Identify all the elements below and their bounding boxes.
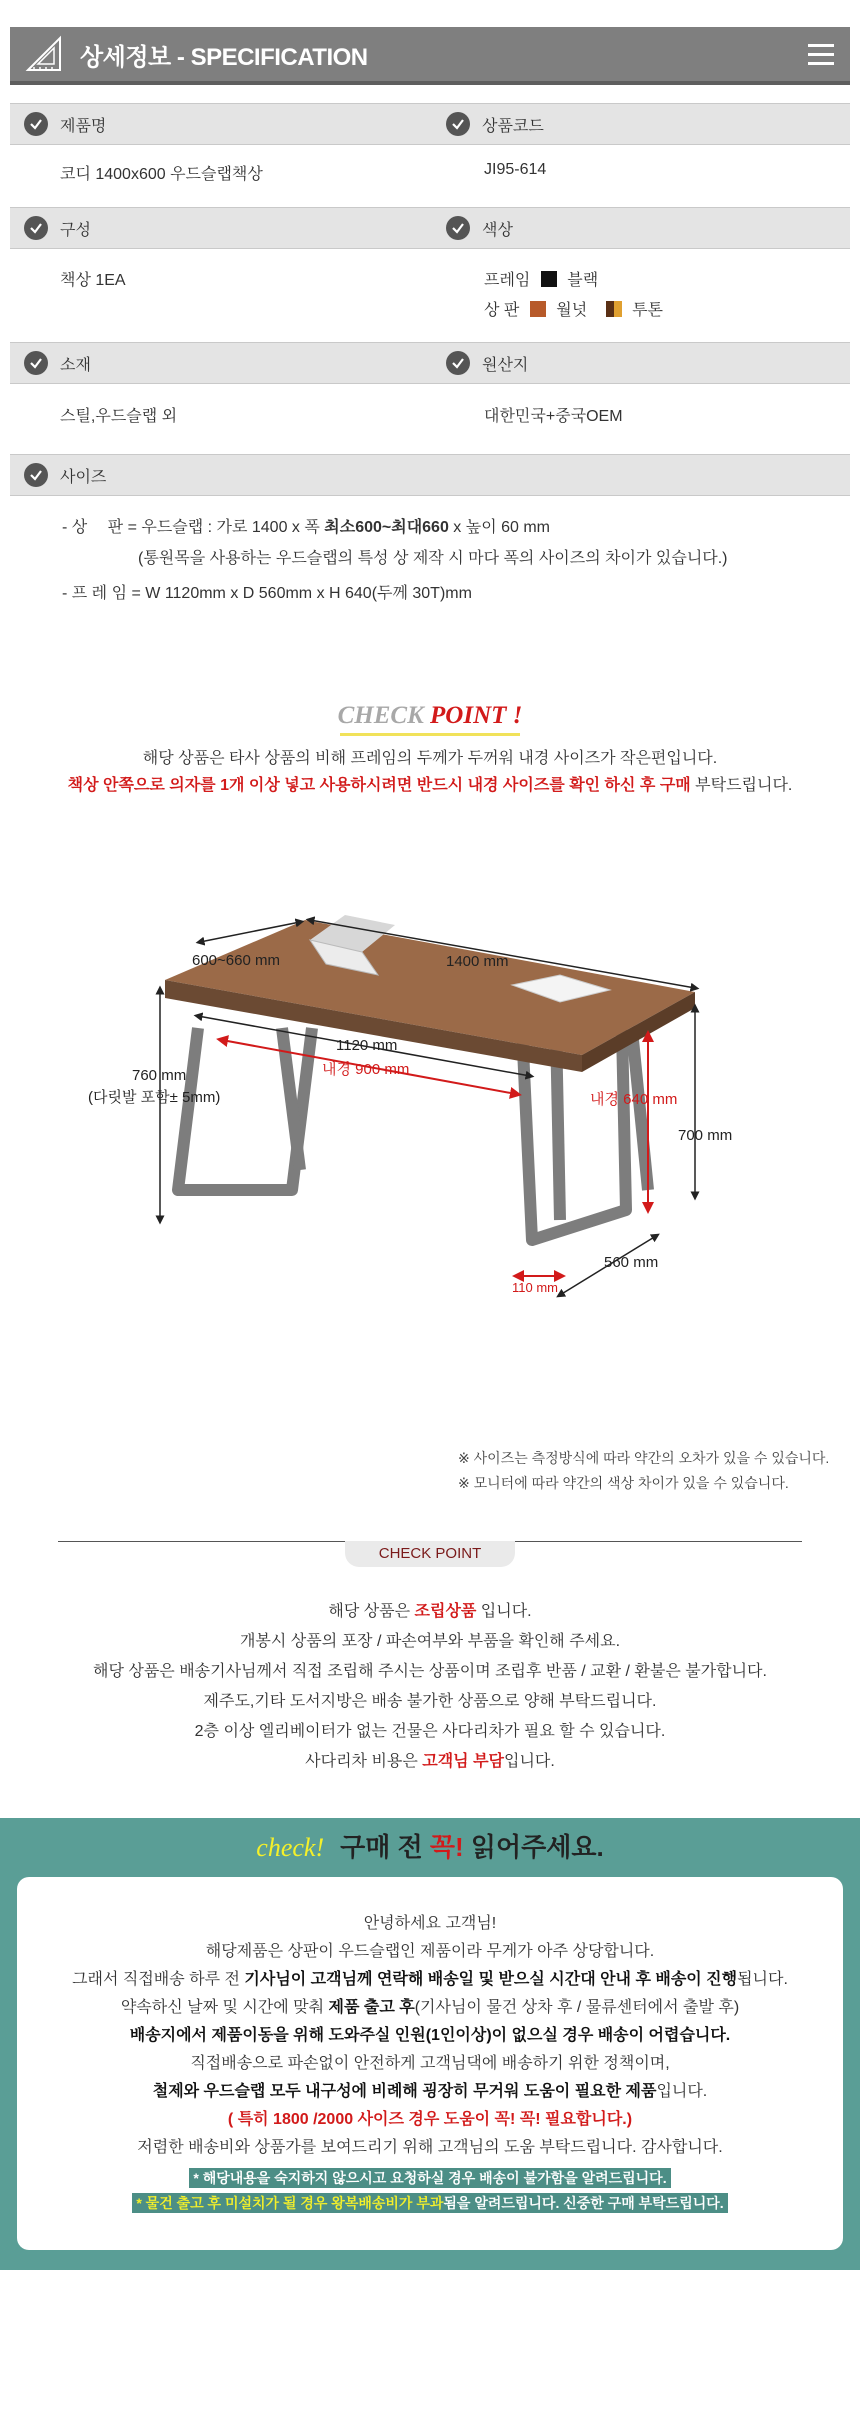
notice-l4-pre: 약속하신 날짜 및 시간에 맞춰 xyxy=(120,1999,329,2016)
notice-highlight1 xyxy=(0,2168,860,2188)
dim-leg-height: 700 mm xyxy=(678,1127,733,1144)
spec-row-composition xyxy=(10,207,850,249)
notice-line7 xyxy=(0,2078,860,2101)
dim-inner-width: 내경 900 mm xyxy=(322,1061,410,1078)
check-circle-icon xyxy=(446,216,470,240)
notice-title-red: 꼭! xyxy=(429,1832,464,1862)
check-circle-icon xyxy=(446,351,470,375)
assembly-line6 xyxy=(0,1748,860,1771)
spec-label-material xyxy=(24,343,91,383)
notice-h2-white: 됨을 알려드립니다. 신중한 구매 부탁드립니다. xyxy=(443,2195,724,2211)
spec-label-size xyxy=(24,455,106,495)
notice-line2: 해당제품은 상판이 우드슬랩인 제품이라 무게가 아주 상당합니다. xyxy=(205,1943,655,1960)
product-name-value: 코디 1400x600 우드슬랩책상 xyxy=(60,166,263,183)
notice-title xyxy=(0,1827,860,1864)
check-point-post: 부탁드립니다. xyxy=(690,777,793,794)
ladder-post: 입니다. xyxy=(504,1753,555,1770)
dim-frame-width: 1120 mm xyxy=(336,1037,398,1054)
frame-color-name: 블랙 xyxy=(567,272,599,289)
dim-depth: 600~660 mm xyxy=(192,952,280,969)
material-value: 스틸,우드슬랩 외 xyxy=(60,408,178,425)
product-code-value: JI95-614 xyxy=(484,161,547,178)
spec-label-name xyxy=(24,104,106,144)
assembly-line5: 2층 이상 엘리베이터가 없는 건물은 사다리차가 필요 할 수 있습니다. xyxy=(194,1723,666,1740)
notice-line9: 저렴한 배송비와 상품가를 보여드리기 위해 고객님의 도움 부탁드립니다. 감사합니다. xyxy=(137,2139,723,2156)
size-frame-line: - 프 레 임 = W 1120mm x D 560mm x H 640(두께 30T)mm xyxy=(62,585,472,602)
size-note: ※ 사이즈는 측정방식에 따라 약간의 오차가 있을 수 있습니다. xyxy=(458,1450,830,1466)
check-circle-icon xyxy=(24,216,48,240)
notice-h1-text: * 해당내용을 숙지하지 않으시고 요청하실 경우 배송이 불가함을 알려드립니다. xyxy=(189,2168,670,2188)
label-text: 상품코드 xyxy=(482,117,544,135)
spec-row-size xyxy=(10,454,850,496)
spec-header xyxy=(10,27,850,85)
notice-highlight2 xyxy=(0,2193,860,2213)
check-circle-icon xyxy=(24,112,48,136)
twotone-color-name: 투톤 xyxy=(632,302,664,319)
assembly-red: 조립상품 xyxy=(414,1603,477,1620)
size-note-line: (통원목을 사용하는 우드슬랩의 특성 상 제작 시 마다 폭의 사이즈의 차이가 있습니다.) xyxy=(138,550,728,567)
page-title: 상세정보 - SPECIFICATION xyxy=(80,43,368,71)
notice-l3-post: 됩니다. xyxy=(737,1971,788,1988)
desk-top xyxy=(165,920,695,1072)
notice-line5: 배송지에서 제품이동을 위해 도와주실 인원(1인이상)이 없으실 경우 배송이 어렵습니다. xyxy=(129,2027,731,2044)
size-top-bold: 최소600~최대660 xyxy=(324,519,449,536)
notice-l7-post: 입니다. xyxy=(656,2083,708,2100)
top-color-row xyxy=(484,297,663,320)
notice-line6: 직접배송으로 파손없이 안전하게 고객님댁에 배송하기 위한 정책이며, xyxy=(190,2055,670,2072)
label-text: 사이즈 xyxy=(60,468,107,486)
check-circle-icon xyxy=(24,351,48,375)
origin-value: 대한민국+중국OEM xyxy=(484,408,623,425)
spec-label-color xyxy=(446,208,513,248)
notice-title-b: 읽어주세요. xyxy=(463,1832,604,1862)
dim-height: 760 mm xyxy=(132,1067,187,1084)
notice-title-a: 구매 전 xyxy=(340,1832,430,1862)
assembly-pre: 해당 상품은 xyxy=(328,1603,415,1620)
ladder-red: 고객님 부담 xyxy=(422,1753,504,1770)
notice-h2-box xyxy=(132,2193,727,2213)
dim-width: 1400 mm xyxy=(446,953,509,970)
top-label: 상 판 xyxy=(484,302,520,319)
dim-inner-height: 내경 640 mm xyxy=(590,1091,678,1108)
notice-h2-yellow: * 물건 출고 후 미설치가 될 경우 왕복배송비가 부과 xyxy=(136,2195,444,2211)
ladder-pre: 사다리차 비용은 xyxy=(305,1753,423,1770)
notice-l7-bold: 철제와 우드슬랩 모두 내구성에 비례해 굉장히 무거워 도움이 필요한 제품 xyxy=(152,2083,657,2100)
size-top-line xyxy=(62,514,550,537)
frame-label: 프레임 xyxy=(484,272,531,289)
notice-line8: ( 특히 1800 /2000 사이즈 경우 도움이 꼭! 꼭! 필요합니다.) xyxy=(227,2111,633,2128)
label-text: 색상 xyxy=(482,221,513,239)
label-text: 소재 xyxy=(60,356,91,374)
notice-check: check! xyxy=(256,1833,325,1862)
notice-l3-pre: 그래서 직접배송 하루 전 xyxy=(72,1971,245,1988)
check-word: CHECK xyxy=(337,702,431,729)
dim-foot: 110 mm xyxy=(512,1280,558,1295)
check-point-title xyxy=(0,702,860,730)
assembly-post: 입니다. xyxy=(476,1603,532,1620)
check-point-red: 책상 안쪽으로 의자를 1개 이상 넣고 사용하시려면 반드시 내경 사이즈를 확인 하신 후 구매 xyxy=(67,777,691,794)
frame-color-row xyxy=(484,267,598,290)
assembly-line3: 해당 상품은 배송기사님께서 직접 조립해 주시는 상품이며 조립후 반품 / 교환 / 환불은 불가합니다. xyxy=(93,1663,767,1680)
notice-l3-bold: 기사님이 고객님께 연락해 배송일 및 받으실 시간대 안내 후 배송이 진행 xyxy=(244,1971,738,1988)
spec-label-origin xyxy=(446,343,528,383)
ruler-triangle-icon xyxy=(24,34,64,74)
label-text: 제품명 xyxy=(60,117,107,135)
notice-line3 xyxy=(0,1966,860,1989)
composition-value: 책상 1EA xyxy=(60,272,126,289)
dim-height-note: (다릿발 포함± 5mm) xyxy=(88,1089,221,1106)
size-top-post: x 높이 60 mm xyxy=(448,519,550,536)
spec-label-code xyxy=(446,104,544,144)
size-top-pre: - 상 판 = 우드슬랩 : 가로 1400 x 폭 xyxy=(62,519,325,536)
notice-l4-bold: 제품 출고 후 xyxy=(328,1999,415,2016)
twotone-swatch xyxy=(606,301,622,317)
assembly-line2: 개봉시 상품의 포장 / 파손여부와 부품을 확인해 주세요. xyxy=(239,1633,621,1650)
check-circle-icon xyxy=(24,463,48,487)
check-point-underline xyxy=(340,733,520,736)
label-text: 원산지 xyxy=(482,356,529,374)
check-point-line2 xyxy=(0,772,860,795)
label-text: 구성 xyxy=(60,221,91,239)
walnut-color-name: 월넛 xyxy=(556,302,588,319)
check-circle-icon xyxy=(446,112,470,136)
black-swatch xyxy=(541,271,557,287)
check-point-line1: 해당 상품은 타사 상품의 비해 프레임의 두께가 두꺼워 내경 사이즈가 작은편입니다. xyxy=(142,750,718,767)
check-point-tab: CHECK POINT xyxy=(345,1541,515,1567)
notice-line4 xyxy=(0,1994,860,2017)
color-note: ※ 모니터에 따라 약간의 색상 차이가 있을 수 있습니다. xyxy=(458,1475,789,1491)
notice-l4-post: (기사님이 물건 상차 후 / 물류센터에서 출발 후) xyxy=(414,1999,740,2016)
walnut-swatch xyxy=(530,301,546,317)
dim-frame-depth: 560 mm xyxy=(604,1254,659,1271)
point-word: POINT ! xyxy=(430,702,523,729)
spec-row-material xyxy=(10,342,850,384)
spec-row-product xyxy=(10,103,850,145)
spec-label-composition xyxy=(24,208,91,248)
menu-icon[interactable] xyxy=(808,44,834,66)
assembly-line1 xyxy=(0,1598,860,1621)
desk-dimension-diagram xyxy=(0,880,860,1340)
notice-line1: 안녕하세요 고객님! xyxy=(363,1915,497,1932)
assembly-line4: 제주도,기타 도서지방은 배송 불가한 상품으로 양해 부탁드립니다. xyxy=(203,1693,657,1710)
